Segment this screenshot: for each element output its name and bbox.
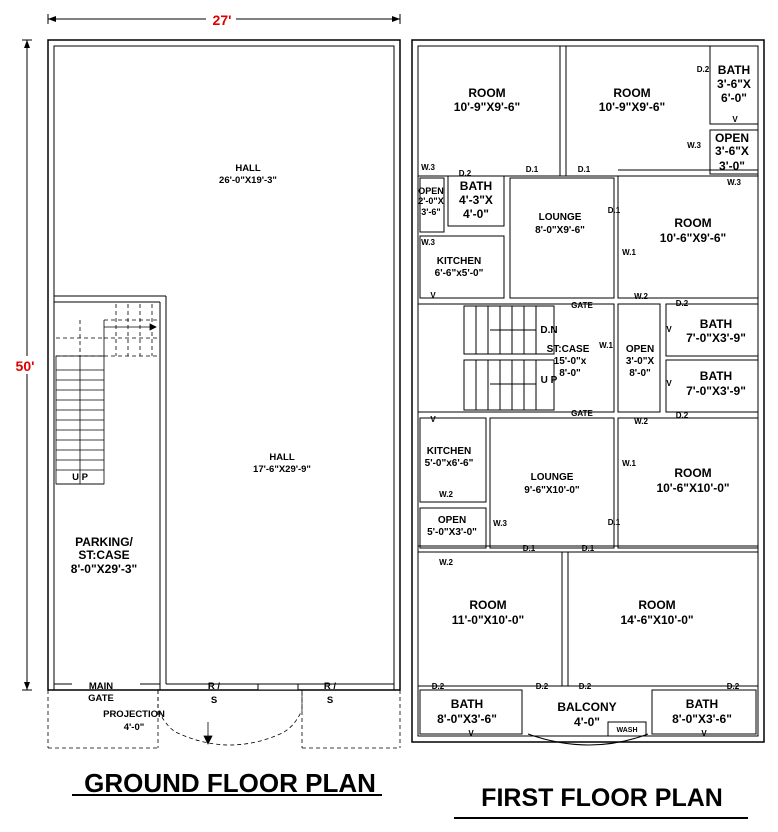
first-floor-title: FIRST FLOOR PLAN [481,784,723,812]
tag-w2: W.2 [439,490,453,499]
ff-open-l-size1: 2'-0"X [418,196,444,206]
dimension-height [12,40,44,690]
ff-room-r2-size: 10'-6"X10'-0" [656,481,730,495]
ff-bath-l-size2: 4'-0" [463,207,489,221]
ff-bath-bl-size: 8'-0"X3'-6" [437,712,497,726]
tag-w2: W.2 [439,558,453,567]
height-label: 50' [15,358,35,374]
ff-bath-r2-name: BATH [699,369,733,383]
ff-staircase-dn: D.N [540,325,558,336]
projection-size: 4'-0" [123,722,145,733]
tag-v: V [430,291,436,300]
width-label: 27' [212,12,232,28]
ff-room-bl-name: ROOM [469,598,507,612]
tag-d2: D.2 [458,169,472,178]
ff-kitchen2-size: 5'-0"x6'-6" [424,458,474,469]
ground-hall-main-name: HALL [269,452,295,463]
tag-d1: D.1 [522,544,536,553]
ff-kitchen1-name: KITCHEN [436,256,482,267]
ff-balcony-name: BALCONY [557,700,617,714]
tag-w3: W.3 [421,238,435,247]
first-floor-labels [418,63,751,738]
tag-d1: D.1 [525,165,539,174]
tag-v: V [732,115,738,124]
ground-floor-plan [48,40,400,748]
tag-d1: D.1 [607,518,621,527]
rs-label-1b: S [210,695,218,706]
ff-open-l-name: OPEN [418,186,444,196]
ff-bath-l-size1: 4'-3"X [459,193,493,207]
ff-bath-r1-name: BATH [699,317,733,331]
tag-v: V [468,729,474,738]
ground-parking-size: 8'-0"X29'-3" [70,562,138,576]
ff-bath-l-name: BATH [459,179,493,193]
ff-room-bl-size: 11'-0"X10'-0" [451,613,525,627]
ground-parking-name: PARKING/ [75,535,133,549]
tag-w3: W.3 [421,163,435,172]
tag-d2: D.2 [578,682,592,691]
ff-bath-br-name: BATH [685,697,719,711]
tag-w3: W.3 [493,519,507,528]
ff-room-br-size: 14'-6"X10'-0" [620,613,694,627]
ff-bath-bl-name: BATH [450,697,484,711]
ff-open-b-name: OPEN [437,515,467,526]
ff-bath-tr-name: BATH [717,63,751,77]
ff-room-tm-size: 10'-9"X9'-6" [598,100,666,114]
dimension-width [48,12,400,28]
ff-open-l-size2: 3'-6" [421,207,441,217]
tag-d1: D.1 [577,165,591,174]
ff-room-tl-size: 10'-9"X9'-6" [453,100,521,114]
tag-d1: D.1 [607,206,621,215]
ff-room-r1-name: ROOM [674,216,712,230]
tag-w3: W.3 [727,178,741,187]
ff-lounge2-name: LOUNGE [530,472,574,483]
ground-stair-up-label: U P [72,472,88,483]
tag-d2: D.2 [431,682,445,691]
ff-kitchen1-size: 6'-6"x5'-0" [434,268,484,279]
ground-staircase [56,304,160,484]
ff-staircase-name: ST:CASE [546,344,590,355]
ff-bath-r1-size: 7'-0"X3'-9" [686,331,746,345]
tag-w1: W.1 [622,459,636,468]
ff-staircase-size1: 15'-0"x [553,356,587,367]
ground-hall-top-name: HALL [235,163,261,174]
main-gate-label-2: GATE [88,693,114,704]
tag-d2: D.2 [535,682,549,691]
tag-v: V [430,415,436,424]
ff-staircase-up: U P [540,375,558,386]
rs-label-2b: S [326,695,334,706]
ff-lounge1-size: 8'-0"X9'-6" [535,225,585,236]
ff-open-m-name: OPEN [625,344,655,355]
tag-d2: D.2 [726,682,740,691]
tag-d1: D.1 [581,544,595,553]
ff-open-m-size1: 3'-0"X [625,356,655,367]
ground-hall-top-size: 26'-0"X19'-3" [219,175,277,186]
ff-kitchen2-name: KITCHEN [426,446,472,457]
ff-lounge2-size: 9'-6"X10'-0" [524,485,580,496]
ground-floor-title: GROUND FLOOR PLAN [84,768,376,798]
ff-room-tm-name: ROOM [613,86,651,100]
tag-w2: W.2 [634,417,648,426]
tag-d2: D.2 [675,411,689,420]
ground-staircase-name: ST:CASE [78,548,130,562]
ff-open-m-size2: 8'-0" [629,368,651,379]
ff-bath-br-size: 8'-0"X3'-6" [672,712,732,726]
tag-gate: GATE [571,409,593,418]
ff-open-tr-size1: 3'-6"X [715,144,749,158]
ff-bath-tr-size1: 3'-6"X [717,77,751,91]
ff-staircase-size2: 8'-0" [559,368,581,379]
tag-d2: D.2 [696,65,710,74]
rs-label-1a: R / [207,681,221,692]
tag-w1: W.1 [622,248,636,257]
tag-w2: W.2 [634,292,648,301]
tag-v: V [666,325,672,334]
tag-w3: W.3 [687,141,701,150]
ff-room-r1-size: 10'-6"X9'-6" [659,231,727,245]
ff-room-br-name: ROOM [638,598,676,612]
projection-name: PROJECTION [103,709,165,720]
tag-v: V [666,379,672,388]
main-gate-label-1: MAIN [88,681,114,692]
ff-lounge1-name: LOUNGE [538,212,582,223]
ff-room-tl-name: ROOM [468,86,506,100]
ff-bath-r2-size: 7'-0"X3'-9" [686,384,746,398]
ff-balcony-size: 4'-0" [574,715,600,729]
tag-v: V [701,729,707,738]
ff-room-r2-name: ROOM [674,466,712,480]
ff-open-b-size: 5'-0"X3'-0" [427,527,477,538]
ff-wash-label: WASH [616,727,638,734]
tag-w1: W.1 [599,341,613,350]
ff-open-tr-name: OPEN [714,131,750,145]
tag-d2: D.2 [675,299,689,308]
ground-hall-main-size: 17'-6"X29'-9" [253,464,311,475]
rs-label-2a: R / [323,681,337,692]
ff-bath-tr-size2: 6'-0" [721,91,747,105]
ff-open-tr-size2: 3'-0" [719,159,745,173]
tag-gate: GATE [571,301,593,310]
